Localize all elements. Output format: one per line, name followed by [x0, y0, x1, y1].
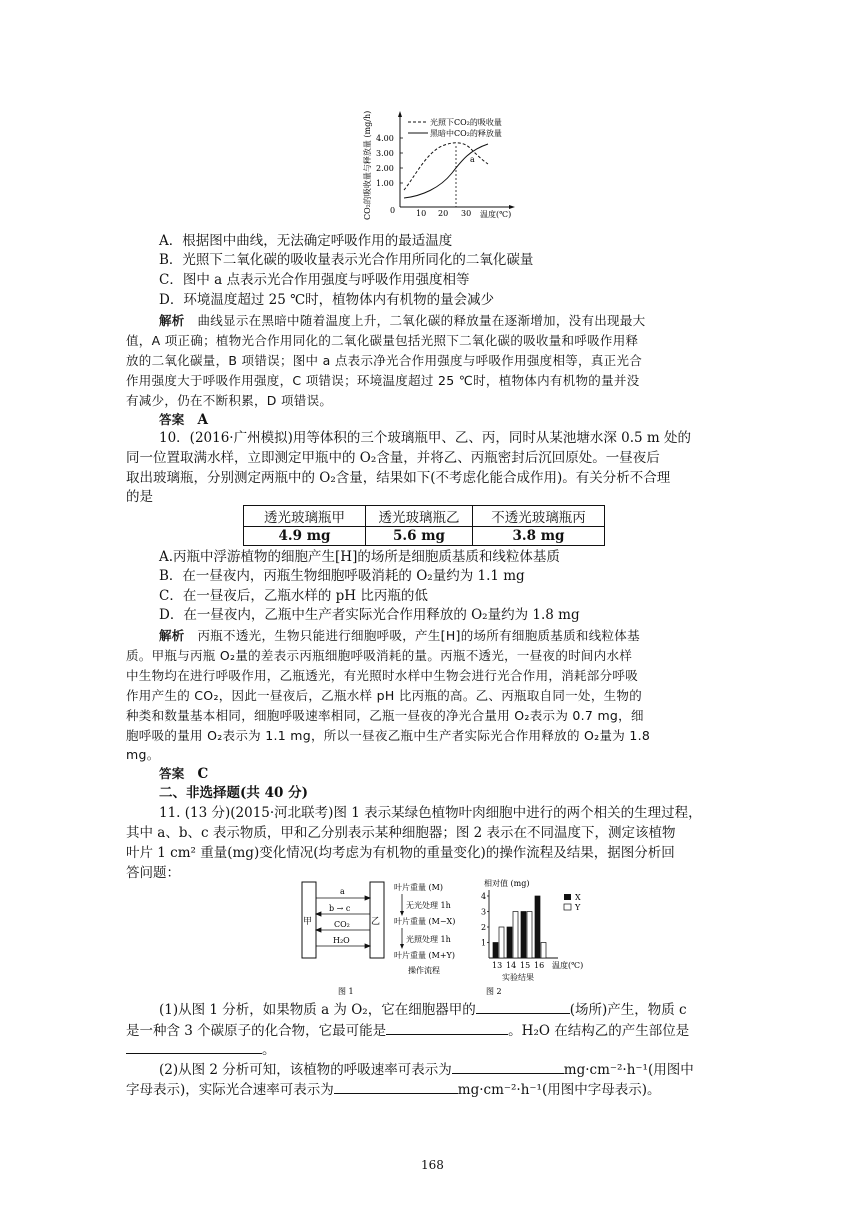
q9-option-a: A．根据图中曲线，无法确定呼吸作用的最适温度 [159, 233, 453, 249]
page-number: 168 [421, 1158, 444, 1172]
bar-x-13 [493, 943, 498, 959]
x-axis-label: 温度(℃) [480, 210, 512, 219]
flow-caption: 操作流程 [408, 966, 440, 975]
y-tick-label: 4.00 [376, 134, 394, 143]
bar-x-tick-label: 16 [534, 961, 545, 970]
q11-sub2-line2 [126, 1080, 660, 1100]
q9-analysis-line [159, 311, 645, 330]
q11-sub2-text: (2)从图 2 分析可知，该植物的呼吸速率可表示为 [159, 1062, 452, 1078]
bar-y-14 [513, 912, 518, 959]
q10-answer [159, 764, 208, 784]
q9-option-d: D．环境温度超过 25 ℃时，植物体内有机物的量会减少 [159, 292, 495, 308]
bar-x-tick-label: 15 [520, 961, 531, 970]
y-tick-labels [376, 134, 394, 188]
q11-sub1-line3 [126, 1040, 276, 1060]
figure1-caption: 图 1 [338, 987, 354, 996]
answer-value: C [197, 766, 209, 782]
organelle-jia-label: 甲 [303, 917, 313, 927]
x-tick-labels [416, 209, 471, 218]
q10-stem-line: 的是 [126, 489, 153, 505]
flow-op1: 无光处理 1h [406, 901, 451, 910]
answer-label: 答案 [159, 766, 185, 781]
q11-figures [296, 874, 596, 996]
y-tick-label: 1.00 [376, 179, 394, 188]
q10-option-b: B．在一昼夜内，丙瓶生物细胞呼吸消耗的 O₂量约为 1.1 mg [159, 568, 525, 584]
x-tick-label: 30 [461, 209, 472, 218]
q10-stem-line: 同一位置取满水样，立即测定甲瓶中的 O₂含量，并将乙、丙瓶密封后沉回原处。一昼夜后 [126, 450, 660, 466]
legend-y-swatch [564, 904, 571, 910]
q10-option-d: D．在一昼夜内，乙瓶中生产者实际光合作用释放的 O₂量约为 1.8 mg [159, 607, 580, 623]
table-header-cell: 透光玻璃瓶乙 [366, 506, 473, 527]
flow-op2: 光照处理 1h [406, 935, 451, 944]
bar-y-15 [527, 912, 532, 959]
q10-analysis-line: 作用产生的 CO₂，因此一昼夜后，乙瓶水样 pH 比丙瓶的高。乙、丙瓶取自同一处，生物的 [126, 688, 643, 703]
x-tick-label: 10 [416, 209, 427, 218]
bar-y-tick-label: 1 [481, 938, 487, 948]
q10-analysis-line: 胞呼吸的量用 O₂表示为 1.1 mg，所以一昼夜乙瓶中生产者实际光合作用释放的 O₂量为 1.8 [126, 728, 651, 743]
bar-y-tick-label: 4 [481, 892, 487, 901]
legend-y-label: Y [575, 903, 581, 912]
bar-x-16 [535, 896, 540, 958]
x-tick-label: 20 [438, 209, 449, 218]
section-title: 二、非选择题(共 40 分) [159, 785, 308, 801]
arrow-bc-label: b → c [329, 904, 351, 913]
table-cell: 3.8 mg [473, 527, 605, 546]
answer-blank[interactable] [386, 1021, 508, 1035]
point-a-label: a [470, 155, 475, 164]
analysis-label: 解析 [159, 313, 185, 328]
q10-analysis-line: 中生物均在进行呼吸作用，乙瓶透光，有光照时水样中生物会进行光合作用，消耗部分呼吸 [126, 668, 639, 683]
bar-x-15 [521, 912, 526, 959]
q11-sub1-line1 [159, 1000, 687, 1020]
y-tick-label: 2.00 [376, 164, 394, 173]
co2-curve-chart [352, 108, 532, 228]
answer-blank[interactable] [452, 1060, 564, 1074]
bar-x-tick-label: 13 [492, 961, 503, 970]
q9-analysis-line: 有减少，仍在不断积累，D 项错误。 [126, 393, 333, 408]
o2-results-table [243, 505, 605, 546]
q11-sub1-text: (场所)产生，物质 c [569, 1002, 687, 1018]
flow-step1: 叶片重量 (M) [394, 883, 443, 892]
flow-step2: 叶片重量 (M−X) [394, 917, 456, 926]
q10-analysis-line: 质。甲瓶与丙瓶 O₂量的差表示丙瓶细胞呼吸消耗的量。丙瓶不透光，一昼夜的时间内水样 [126, 648, 633, 663]
q11-sub1-text: (1)从图 1 分析，如果物质 a 为 O₂，它在细胞器甲的 [159, 1002, 476, 1018]
q10-analysis-line: mg。 [126, 747, 160, 762]
answer-blank[interactable] [126, 1040, 262, 1054]
bar-y-16 [541, 943, 546, 959]
bar-chart-ylabel: 相对值 (mg) [484, 879, 530, 888]
analysis-text: 曲线显示在黑暗中随着温度上升，二氧化碳的释放量在逐渐增加，没有出现最大 [197, 313, 646, 328]
q11-sub1-text: 。H₂O 在结构乙的产生部位是 [508, 1023, 690, 1039]
analysis-label: 解析 [159, 628, 185, 643]
bar-x-14 [507, 927, 512, 958]
bar-chart-xlabel: 温度(℃) [552, 961, 584, 970]
table-header-cell: 不透光玻璃瓶丙 [473, 506, 605, 527]
table-row [244, 527, 605, 546]
q10-option-a: A.丙瓶中浮游植物的细胞产生[H]的场所是细胞质基质和线粒体基质 [159, 549, 560, 565]
answer-blank[interactable] [334, 1080, 458, 1094]
q11-sub1-text: 。 [262, 1042, 276, 1058]
answer-value: A [197, 412, 208, 428]
organelle-yi-label: 乙 [371, 917, 381, 927]
table-cell: 4.9 mg [244, 527, 366, 546]
legend-dashed-label: 光照下CO₂的吸收量 [430, 118, 502, 127]
y-tick-label: 3.00 [376, 149, 394, 158]
legend-solid-label: 黑暗中CO₂的释放量 [430, 129, 502, 138]
bar-y-13 [499, 927, 504, 958]
bar-y-tick-label: 3 [481, 907, 487, 917]
q9-option-b: B．光照下二氧化碳的吸收量表示光合作用所同化的二氧化碳量 [159, 252, 534, 268]
flow-step3: 叶片重量 (M+Y) [394, 951, 455, 960]
q11-stem-line: 叶片 1 cm² 重量(mg)变化情况(均考虑为有机物的重量变化)的操作流程及结果，据图分析回 [126, 845, 675, 861]
q10-analysis-line [159, 626, 640, 645]
arrow-a-label: a [340, 887, 345, 896]
q10-option-c: C．在一昼夜后，乙瓶水样的 pH 比丙瓶的低 [159, 588, 428, 604]
q9-answer [159, 410, 208, 430]
arrow-co2-label: CO₂ [334, 920, 350, 929]
chart-ylabel: CO₂的吸收量与释放量 (mg/h) [363, 110, 372, 220]
figure2-caption: 图 2 [486, 987, 502, 996]
answer-label: 答案 [159, 412, 185, 427]
bar-chart-caption: 实验结果 [502, 973, 534, 982]
legend-x-label: X [575, 893, 581, 902]
q11-sub2-text: mg·cm⁻²·h⁻¹(用图中字母表示)。 [457, 1082, 661, 1098]
bar-y-tick-label: 2 [481, 923, 487, 932]
q11-sub2-line1 [159, 1060, 694, 1080]
table-header-cell: 透光玻璃瓶甲 [244, 506, 366, 527]
legend-x-swatch [564, 894, 571, 900]
origin-label: 0 [390, 206, 396, 215]
weight-bar-chart [481, 878, 583, 970]
q9-analysis-line: 值，A 项正确；植物光合作用同化的二氧化碳量包括光照下二氧化碳的吸收量和呼吸作用释 [126, 333, 639, 348]
dark-release-curve [404, 144, 488, 198]
q10-stem-line: 取出玻璃瓶，分别测定两瓶中的 O₂含量，结果如下(不考虑化能合成作用)。有关分析不合理 [126, 470, 671, 486]
q9-analysis-line: 作用强度大于呼吸作用强度，C 项错误；环境温度超过 25 ℃时，植物体内有机物的量并没 [126, 373, 640, 388]
q9-analysis-line: 放的二氧化碳量，B 项错误；图中 a 点表示净光合作用强度与呼吸作用强度相等，真正光合 [126, 353, 643, 368]
q9-option-c: C．图中 a 点表示光合作用强度与呼吸作用强度相等 [159, 272, 470, 288]
q11-sub1-line2 [126, 1021, 689, 1041]
q11-sub2-text: 字母表示)，实际光合速率可表示为 [126, 1082, 334, 1098]
q11-sub2-text: mg·cm⁻²·h⁻¹(用图中 [563, 1062, 694, 1078]
answer-blank[interactable] [476, 1000, 570, 1014]
q11-stem-line: 答问题： [126, 865, 180, 881]
table-cell: 5.6 mg [366, 527, 473, 546]
q10-analysis-line: 种类和数量基本相同，细胞呼吸速率相同，乙瓶一昼夜的净光合量用 O₂表示为 0.7 mg，细 [126, 708, 644, 723]
analysis-text: 丙瓶不透光，生物只能进行细胞呼吸，产生[H]的场所有细胞质基质和线粒体基 [197, 628, 640, 643]
table-row [244, 506, 605, 527]
q11-stem-line: 其中 a、b、c 表示物质，甲和乙分别表示某种细胞器；图 2 表示在不同温度下，测定该植物 [126, 825, 676, 841]
q11-stem-line: 11. (13 分)(2015·河北联考)图 1 表示某绿色植物叶肉细胞中进行的两个相关的生理过程， [159, 805, 702, 821]
arrow-h2o-label: H₂O [333, 936, 350, 945]
bar-x-tick-label: 14 [506, 961, 517, 970]
q10-stem-line: 10．(2016·广州模拟)用等体积的三个玻璃瓶甲、乙、丙，同时从某池塘水深 0.5 m 处的 [159, 430, 692, 446]
q11-sub1-text: 是一种含 3 个碳原子的化合物，它最可能是 [126, 1023, 387, 1039]
